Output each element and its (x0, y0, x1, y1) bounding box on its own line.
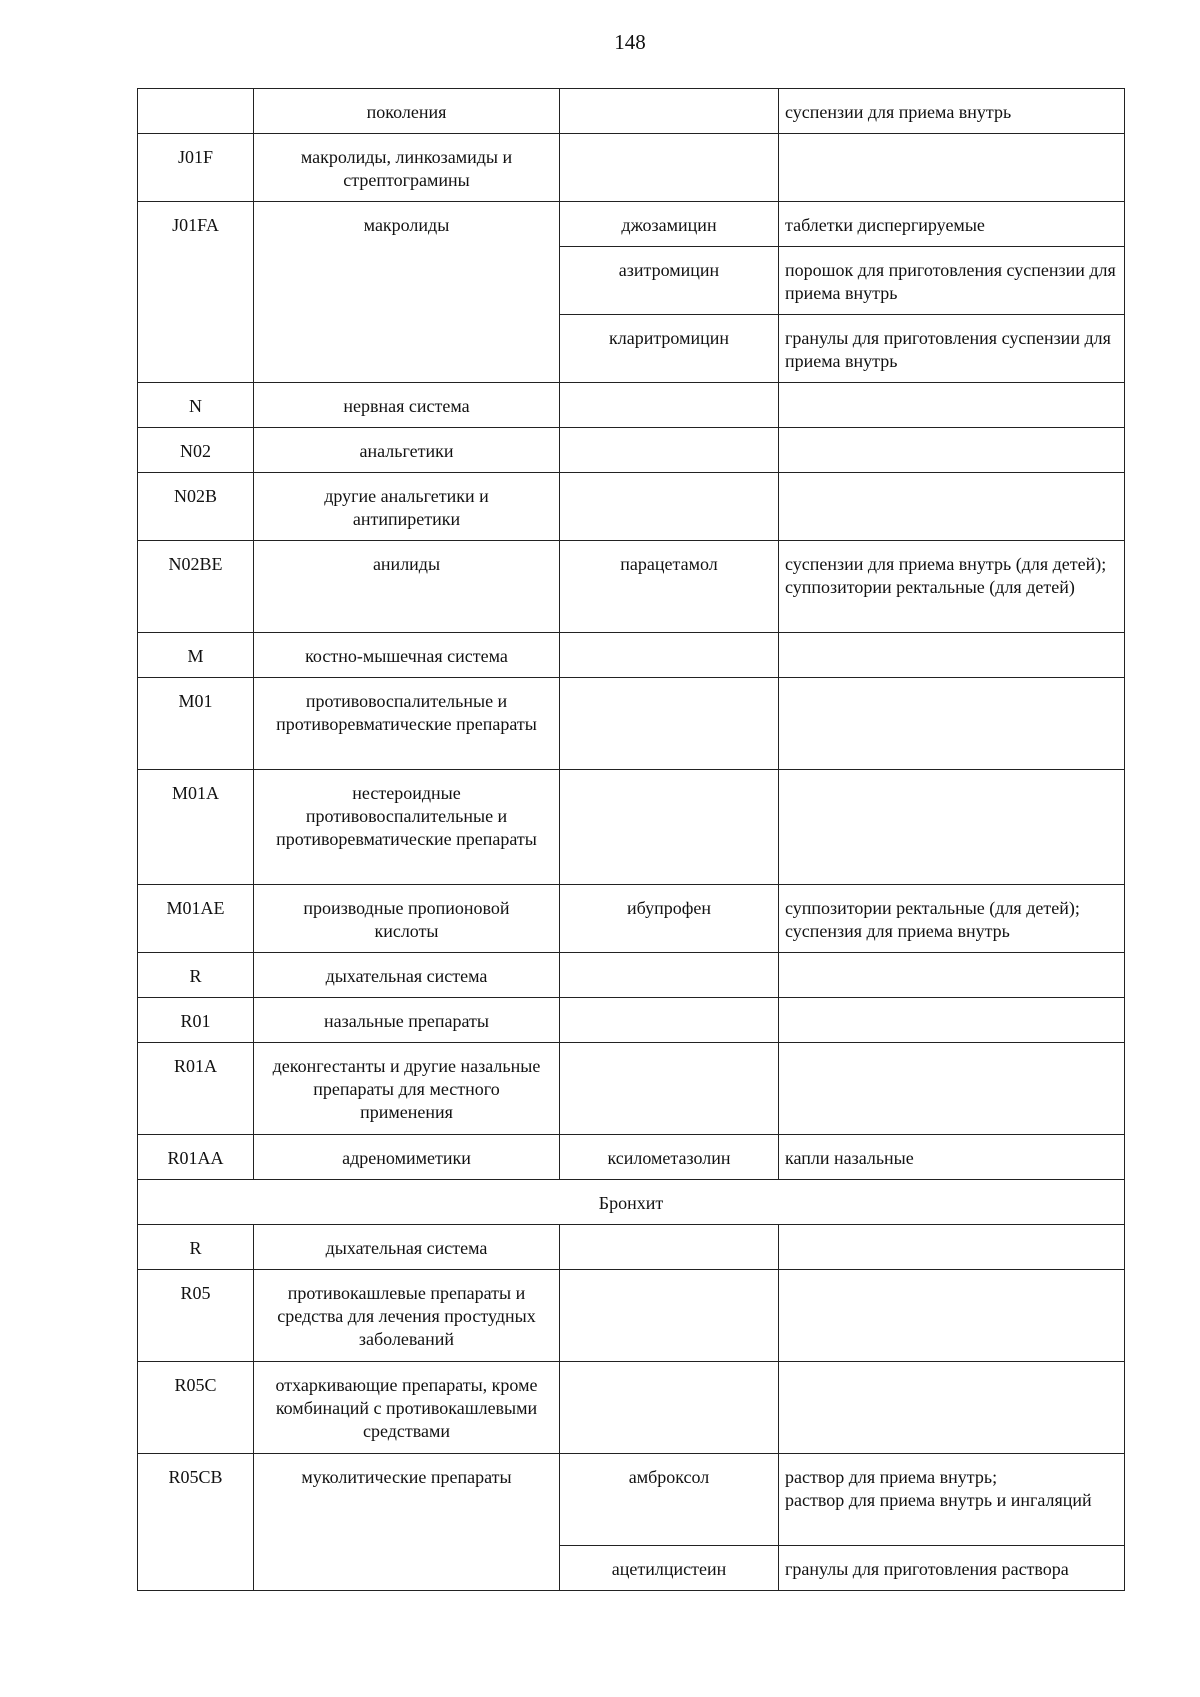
group-name-cell: противокашлевые препараты и средства для лечения простудных заболеваний (254, 1270, 560, 1362)
dosage-form-cell (779, 428, 1125, 473)
group-name-cell: дыхательная система (254, 1225, 560, 1270)
atc-code-cell: R05 (138, 1270, 254, 1362)
drug-name-cell (560, 383, 779, 428)
drug-name-cell (560, 770, 779, 885)
drug-name-cell: амброксол (560, 1454, 779, 1546)
drug-name-cell: ацетилцистеин (560, 1546, 779, 1591)
group-name-cell: нестероидные противовоспалительные и противоревматические препараты (254, 770, 560, 885)
drug-name-cell (560, 1225, 779, 1270)
atc-code-cell: M01A (138, 770, 254, 885)
drug-name-cell (560, 1362, 779, 1454)
drug-name-cell (560, 633, 779, 678)
drug-name-cell: ксилометазолин (560, 1135, 779, 1180)
table-row (138, 383, 1125, 428)
group-name-cell: дыхательная система (254, 953, 560, 998)
drug-name-cell: азитромицин (560, 247, 779, 315)
dosage-form-cell (779, 383, 1125, 428)
dosage-form-cell (779, 633, 1125, 678)
table-row (138, 1135, 1125, 1180)
atc-code-cell: R01AA (138, 1135, 254, 1180)
dosage-form-cell (779, 1270, 1125, 1362)
group-name-cell: анальгетики (254, 428, 560, 473)
atc-code-cell: R (138, 1225, 254, 1270)
atc-code-cell: R05CB (138, 1454, 254, 1591)
table-row (138, 202, 1125, 247)
atc-code-cell: R05C (138, 1362, 254, 1454)
table-row (138, 885, 1125, 953)
drug-name-cell: кларитромицин (560, 315, 779, 383)
dosage-form-cell (779, 1225, 1125, 1270)
dosage-form-cell: суспензии для приема внутрь (779, 89, 1125, 134)
dosage-form-cell: гранулы для приготовления раствора (779, 1546, 1125, 1591)
drug-name-cell: джозамицин (560, 202, 779, 247)
table-row (138, 1043, 1125, 1135)
dosage-form-cell: суспензии для приема внутрь (для детей); суппозитории ректальные (для детей) (779, 541, 1125, 633)
drug-name-cell (560, 428, 779, 473)
table-row (138, 678, 1125, 770)
atc-code-cell: N02B (138, 473, 254, 541)
table-row (138, 1454, 1125, 1546)
drug-name-cell (560, 998, 779, 1043)
drug-name-cell (560, 134, 779, 202)
group-name-cell: производные пропионовой кислоты (254, 885, 560, 953)
dosage-form-cell (779, 678, 1125, 770)
dosage-form-cell (779, 134, 1125, 202)
group-name-cell: костно-мышечная система (254, 633, 560, 678)
dosage-form-cell (779, 998, 1125, 1043)
atc-code-cell: J01FA (138, 202, 254, 383)
group-name-cell: макролиды (254, 202, 560, 383)
dosage-form-cell (779, 1043, 1125, 1135)
group-name-cell: другие анальгетики и антипиретики (254, 473, 560, 541)
table-row (138, 473, 1125, 541)
drug-name-cell (560, 678, 779, 770)
group-name-cell: муколитические препараты (254, 1454, 560, 1591)
drug-name-cell: ибупрофен (560, 885, 779, 953)
section-heading-bronchitis: Бронхит (138, 1180, 1125, 1225)
atc-code-cell: N (138, 383, 254, 428)
table-row (138, 1225, 1125, 1270)
atc-code-cell: R01A (138, 1043, 254, 1135)
group-name-cell: отхаркивающие препараты, кроме комбинаций с противокашлевыми средствами (254, 1362, 560, 1454)
atc-code-cell (138, 89, 254, 134)
drug-name-cell (560, 89, 779, 134)
dosage-form-cell: гранулы для приготовления суспензии для приема внутрь (779, 315, 1125, 383)
drug-name-cell (560, 1270, 779, 1362)
table-row (138, 998, 1125, 1043)
dosage-form-cell (779, 1362, 1125, 1454)
dosage-form-cell: капли назальные (779, 1135, 1125, 1180)
atc-code-cell: M (138, 633, 254, 678)
table-row (138, 770, 1125, 885)
group-name-cell: макролиды, линкозамиды и стрептограмины (254, 134, 560, 202)
dosage-form-cell (779, 953, 1125, 998)
dosage-form-cell: порошок для приготовления суспензии для приема внутрь (779, 247, 1125, 315)
group-name-cell: анилиды (254, 541, 560, 633)
atc-code-cell: R01 (138, 998, 254, 1043)
page-number: 148 (614, 30, 646, 54)
dosage-form-cell: таблетки диспергируемые (779, 202, 1125, 247)
atc-code-cell: N02 (138, 428, 254, 473)
table-row (138, 89, 1125, 134)
drug-table (137, 88, 1125, 1591)
atc-code-cell: N02BE (138, 541, 254, 633)
table-row (138, 134, 1125, 202)
section-row (138, 1180, 1125, 1225)
group-name-cell: противовоспалительные и противоревматические препараты (254, 678, 560, 770)
group-name-cell: назальные препараты (254, 998, 560, 1043)
atc-code-cell: R (138, 953, 254, 998)
dosage-form-cell (779, 770, 1125, 885)
atc-code-cell: M01 (138, 678, 254, 770)
table-row (138, 1362, 1125, 1454)
table-row (138, 633, 1125, 678)
drug-name-cell: парацетамол (560, 541, 779, 633)
atc-code-cell: J01F (138, 134, 254, 202)
drug-name-cell (560, 953, 779, 998)
table-row (138, 953, 1125, 998)
table-row (138, 1270, 1125, 1362)
table-row (138, 428, 1125, 473)
group-name-cell: деконгестанты и другие назальные препараты для местного применения (254, 1043, 560, 1135)
dosage-form-cell: суппозитории ректальные (для детей); суспензия для приема внутрь (779, 885, 1125, 953)
drug-name-cell (560, 473, 779, 541)
dosage-form-cell: раствор для приема внутрь; раствор для приема внутрь и ингаляций (779, 1454, 1125, 1546)
group-name-cell: поколения (254, 89, 560, 134)
atc-code-cell: M01AE (138, 885, 254, 953)
table-row (138, 541, 1125, 633)
group-name-cell: адреномиметики (254, 1135, 560, 1180)
group-name-cell: нервная система (254, 383, 560, 428)
drug-name-cell (560, 1043, 779, 1135)
dosage-form-cell (779, 473, 1125, 541)
